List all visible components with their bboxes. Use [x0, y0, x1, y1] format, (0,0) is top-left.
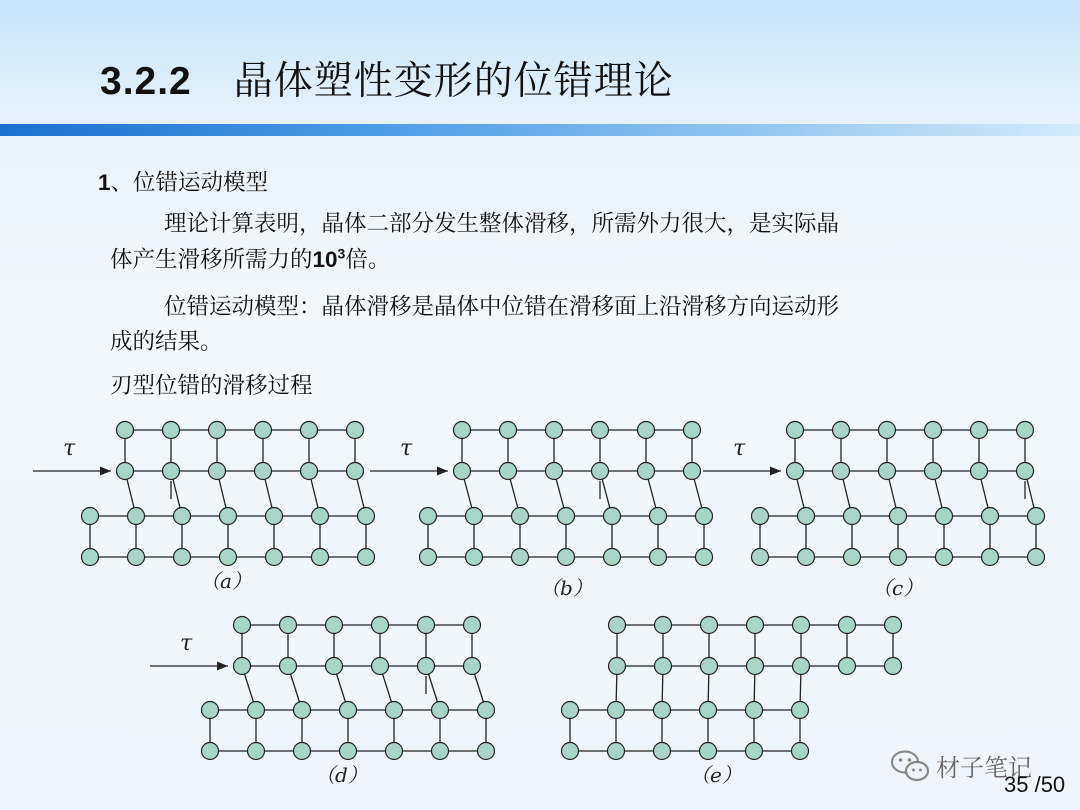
heading-text: 、位错运动模型 — [110, 170, 269, 196]
para1-text-post: 倍。 — [345, 247, 391, 273]
atom — [301, 422, 318, 439]
atom — [752, 508, 769, 525]
atom — [696, 508, 713, 525]
atom — [209, 422, 226, 439]
atom — [839, 617, 856, 634]
heading-number: 1 — [98, 170, 111, 195]
atom — [655, 658, 672, 675]
atom — [266, 549, 283, 566]
atom — [746, 743, 763, 760]
atom — [696, 549, 713, 566]
atom — [925, 422, 942, 439]
atom — [418, 658, 435, 675]
atom — [558, 508, 575, 525]
atom — [879, 422, 896, 439]
atom — [890, 549, 907, 566]
tau-label: τ — [733, 436, 746, 461]
atom — [248, 702, 265, 719]
atom — [844, 549, 861, 566]
atom — [466, 508, 483, 525]
atom — [1017, 463, 1034, 480]
atom — [478, 743, 495, 760]
atom — [280, 658, 297, 675]
atom — [512, 508, 529, 525]
atom — [787, 422, 804, 439]
right-arrow-icon — [437, 467, 448, 476]
atom — [500, 463, 517, 480]
atom — [798, 549, 815, 566]
atom — [684, 422, 701, 439]
atom — [655, 617, 672, 634]
atom — [478, 702, 495, 719]
atom — [592, 463, 609, 480]
atom — [312, 549, 329, 566]
figure-subheading: 刃型位错的滑移过程 — [110, 373, 313, 399]
atom — [925, 463, 942, 480]
atom — [844, 508, 861, 525]
atom — [609, 617, 626, 634]
atom — [650, 508, 667, 525]
atom — [372, 617, 389, 634]
atom — [82, 549, 99, 566]
atom — [128, 508, 145, 525]
atom — [512, 549, 529, 566]
atom — [464, 617, 481, 634]
atom — [255, 463, 272, 480]
panel-label: （d） — [315, 763, 368, 787]
tau-label: τ — [63, 436, 76, 461]
panel-label: （c） — [872, 576, 924, 600]
atom — [326, 658, 343, 675]
atom — [592, 422, 609, 439]
atom — [839, 658, 856, 675]
atom — [174, 508, 191, 525]
watermark-text: 材子笔记 — [936, 754, 1032, 782]
atom — [340, 743, 357, 760]
atom — [654, 702, 671, 719]
atom — [418, 617, 435, 634]
atom — [558, 549, 575, 566]
tau-label: τ — [400, 436, 413, 461]
atom — [347, 422, 364, 439]
atom — [163, 422, 180, 439]
atom — [700, 702, 717, 719]
atom — [1017, 422, 1034, 439]
atom — [746, 702, 763, 719]
atom — [117, 422, 134, 439]
atom — [833, 422, 850, 439]
atom — [546, 422, 563, 439]
atom — [312, 508, 329, 525]
paragraph-1-line-1: 理论计算表明，晶体二部分发生整体滑移，所需外力很大，是实际晶 — [164, 211, 840, 237]
atom — [792, 702, 809, 719]
atom — [650, 549, 667, 566]
atom — [454, 422, 471, 439]
atom — [234, 658, 251, 675]
atom — [347, 463, 364, 480]
atom — [174, 549, 191, 566]
atom — [500, 422, 517, 439]
atom — [202, 702, 219, 719]
atom — [982, 508, 999, 525]
atom — [202, 743, 219, 760]
atom — [266, 508, 283, 525]
atom — [234, 617, 251, 634]
atom — [326, 617, 343, 634]
atom — [885, 617, 902, 634]
atom — [163, 463, 180, 480]
right-arrow-icon — [770, 467, 781, 476]
paragraph-2-line-2: 成的结果。 — [110, 329, 223, 355]
wechat-icon — [890, 749, 930, 783]
atom — [280, 617, 297, 634]
atom — [358, 508, 375, 525]
atom — [464, 658, 481, 675]
atom — [747, 617, 764, 634]
atom — [420, 508, 437, 525]
atom — [971, 463, 988, 480]
atom — [638, 422, 655, 439]
atom — [255, 422, 272, 439]
right-arrow-icon — [217, 662, 228, 671]
panel-label: （b） — [540, 576, 593, 600]
atom — [117, 463, 134, 480]
atom — [752, 549, 769, 566]
atom — [608, 702, 625, 719]
right-arrow-icon — [100, 467, 111, 476]
power-exponent: 3 — [337, 245, 346, 262]
atom — [604, 508, 621, 525]
atom — [562, 702, 579, 719]
atom — [793, 617, 810, 634]
atom — [792, 743, 809, 760]
atom — [562, 743, 579, 760]
atom — [700, 743, 717, 760]
atom — [885, 658, 902, 675]
atom — [879, 463, 896, 480]
atom — [546, 463, 563, 480]
page-number: 35 /50 — [1004, 772, 1066, 797]
atom — [971, 422, 988, 439]
panel-label: （a） — [200, 569, 252, 593]
atom — [220, 549, 237, 566]
atom — [936, 549, 953, 566]
atom — [701, 617, 718, 634]
atom — [936, 508, 953, 525]
atom — [701, 658, 718, 675]
atom — [128, 549, 145, 566]
section-number: 3.2.2 — [100, 60, 192, 103]
atom — [386, 702, 403, 719]
panel-label: （e） — [690, 763, 742, 787]
paragraph-2-line-1: 位错运动模型：晶体滑移是晶体中位错在滑移面上沿滑移方向运动形 — [164, 294, 840, 320]
atom — [358, 549, 375, 566]
para1-text-pre: 体产生滑移所需力的 — [110, 247, 313, 273]
atom — [654, 743, 671, 760]
atom — [432, 702, 449, 719]
atom — [248, 743, 265, 760]
atom — [747, 658, 764, 675]
atom — [982, 549, 999, 566]
atom — [890, 508, 907, 525]
atom — [833, 463, 850, 480]
tau-label: τ — [180, 631, 193, 656]
atom — [798, 508, 815, 525]
atom — [372, 658, 389, 675]
atom — [1028, 508, 1045, 525]
section-title: 晶体塑性变形的位错理论 — [233, 59, 674, 104]
atom — [209, 463, 226, 480]
atom — [294, 702, 311, 719]
atom — [793, 658, 810, 675]
atom — [787, 463, 804, 480]
atom — [301, 463, 318, 480]
power-base: 10 — [312, 247, 338, 272]
atom — [454, 463, 471, 480]
atom — [432, 743, 449, 760]
atom — [294, 743, 311, 760]
atom — [604, 549, 621, 566]
atom — [220, 508, 237, 525]
atom — [608, 743, 625, 760]
atom — [466, 549, 483, 566]
atom — [1028, 549, 1045, 566]
atom — [638, 463, 655, 480]
atom — [340, 702, 357, 719]
atom — [420, 549, 437, 566]
atom — [609, 658, 626, 675]
atom — [386, 743, 403, 760]
atom — [82, 508, 99, 525]
atom — [684, 463, 701, 480]
